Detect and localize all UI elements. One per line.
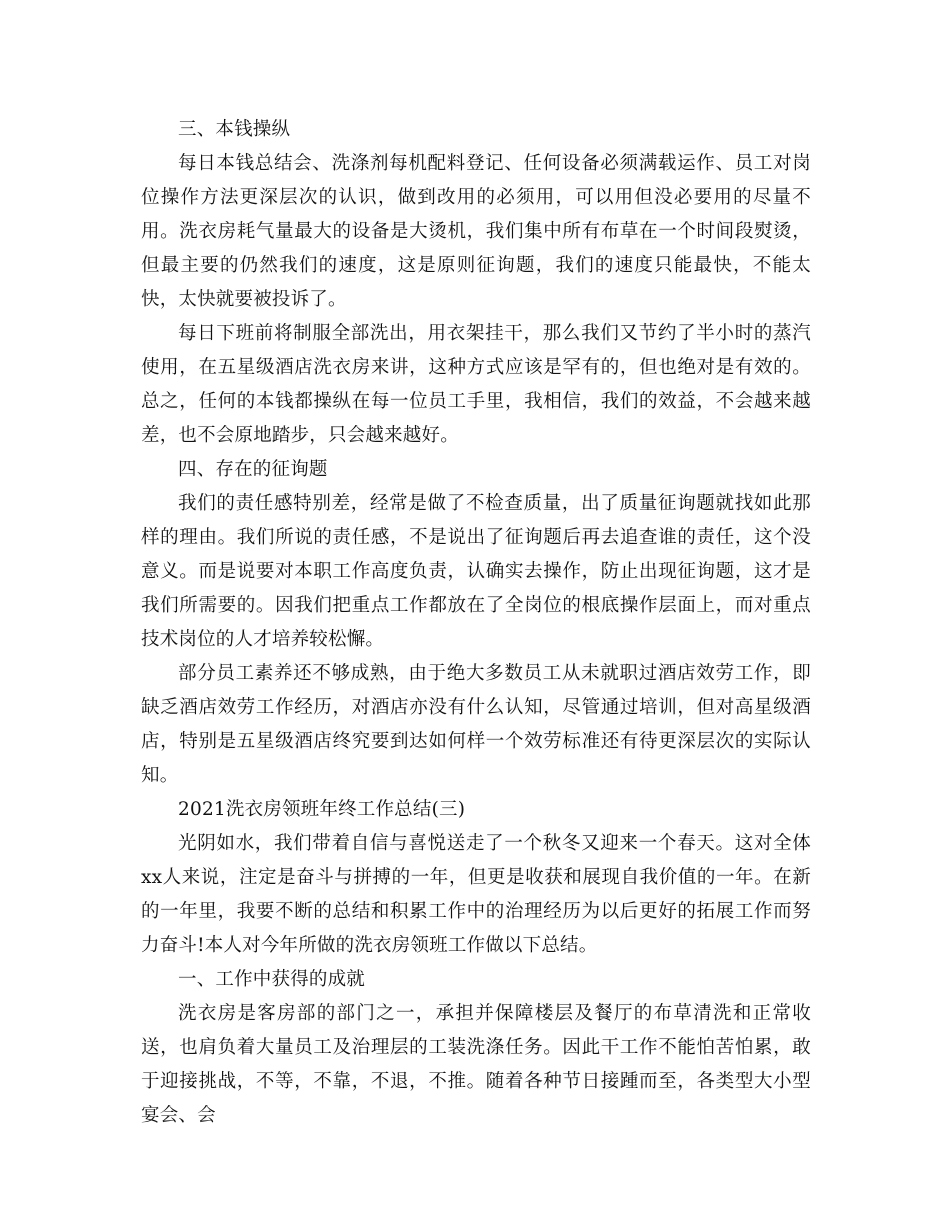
paragraph-cost-control-2: 每日下班前将制服全部洗出，用衣架挂干，那么我们又节约了半小时的蒸汽使用，在五星级酒店洗衣房来讲，这种方式应该是罕有的，但也绝对是有效的。总之，任何的本钱都操纵在每一位员工手里，我相信，我们的效益，不会越来越差，也不会原地踏步，只会越来越好。 <box>141 323 811 446</box>
section-heading-existing-problems: 四、存在的征询题 <box>178 459 328 480</box>
section-heading-cost-control: 三、本钱操纵 <box>178 119 291 140</box>
paragraph-achievements-1: 洗衣房是客房部的部门之一，承担并保障楼层及餐厅的布草清洗和正常收送，也肩负着大量员工及治理层的工装洗涤任务。因此干工作不能怕苦怕累，敢于迎接挑战，不等，不靠，不退，不推。随着各种节日接踵而至，各类型大小型宴会、会 <box>141 1003 811 1126</box>
section-heading-achievements: 一、工作中获得的成就 <box>178 969 366 990</box>
paragraph-summary-intro: 光阴如水，我们带着自信与喜悦送走了一个秋冬又迎来一个春天。这对全体xx人来说，注定是奋斗与拼搏的一年，但更是收获和展现自我价值的一年。在新的一年里，我要不断的总结和积累工作中的治理经历为以后更好的拓展工作而努力奋斗!本人对今年所做的洗衣房领班工作做以下总结。 <box>141 833 811 956</box>
document-subtitle-summary-3: 2021洗衣房领班年终工作总结(三) <box>178 799 466 820</box>
document-body <box>141 113 811 1133</box>
paragraph-cost-control-1: 每日本钱总结会、洗涤剂每机配料登记、任何设备必须满载运作、员工对岗位操作方法更深层次的认识，做到改用的必须用，可以用但没必要用的尽量不用。洗衣房耗气量最大的设备是大烫机，我们集中所有布草在一个时间段熨烫，但最主要的仍然我们的速度，这是原则征询题，我们的速度只能最快，不能太快，太快就要被投诉了。 <box>141 153 811 310</box>
paragraph-problems-1: 我们的责任感特别差，经常是做了不检查质量，出了质量征询题就找如此那样的理由。我们所说的责任感，不是说出了征询题后再去追查谁的责任，这个没意义。而是说要对本职工作高度负责，认确实去操作，防止出现征询题，这才是我们所需要的。因我们把重点工作都放在了全岗位的根底操作层面上，而对重点技术岗位的人才培养较松懈。 <box>141 493 811 650</box>
paragraph-problems-2: 部分员工素养还不够成熟，由于绝大多数员工从未就职过酒店效劳工作，即缺乏酒店效劳工作经历，对酒店亦没有什么认知，尽管通过培训，但对高星级酒店，特别是五星级酒店终究要到达如何样一个效劳标准还有待更深层次的实际认知。 <box>141 663 811 786</box>
